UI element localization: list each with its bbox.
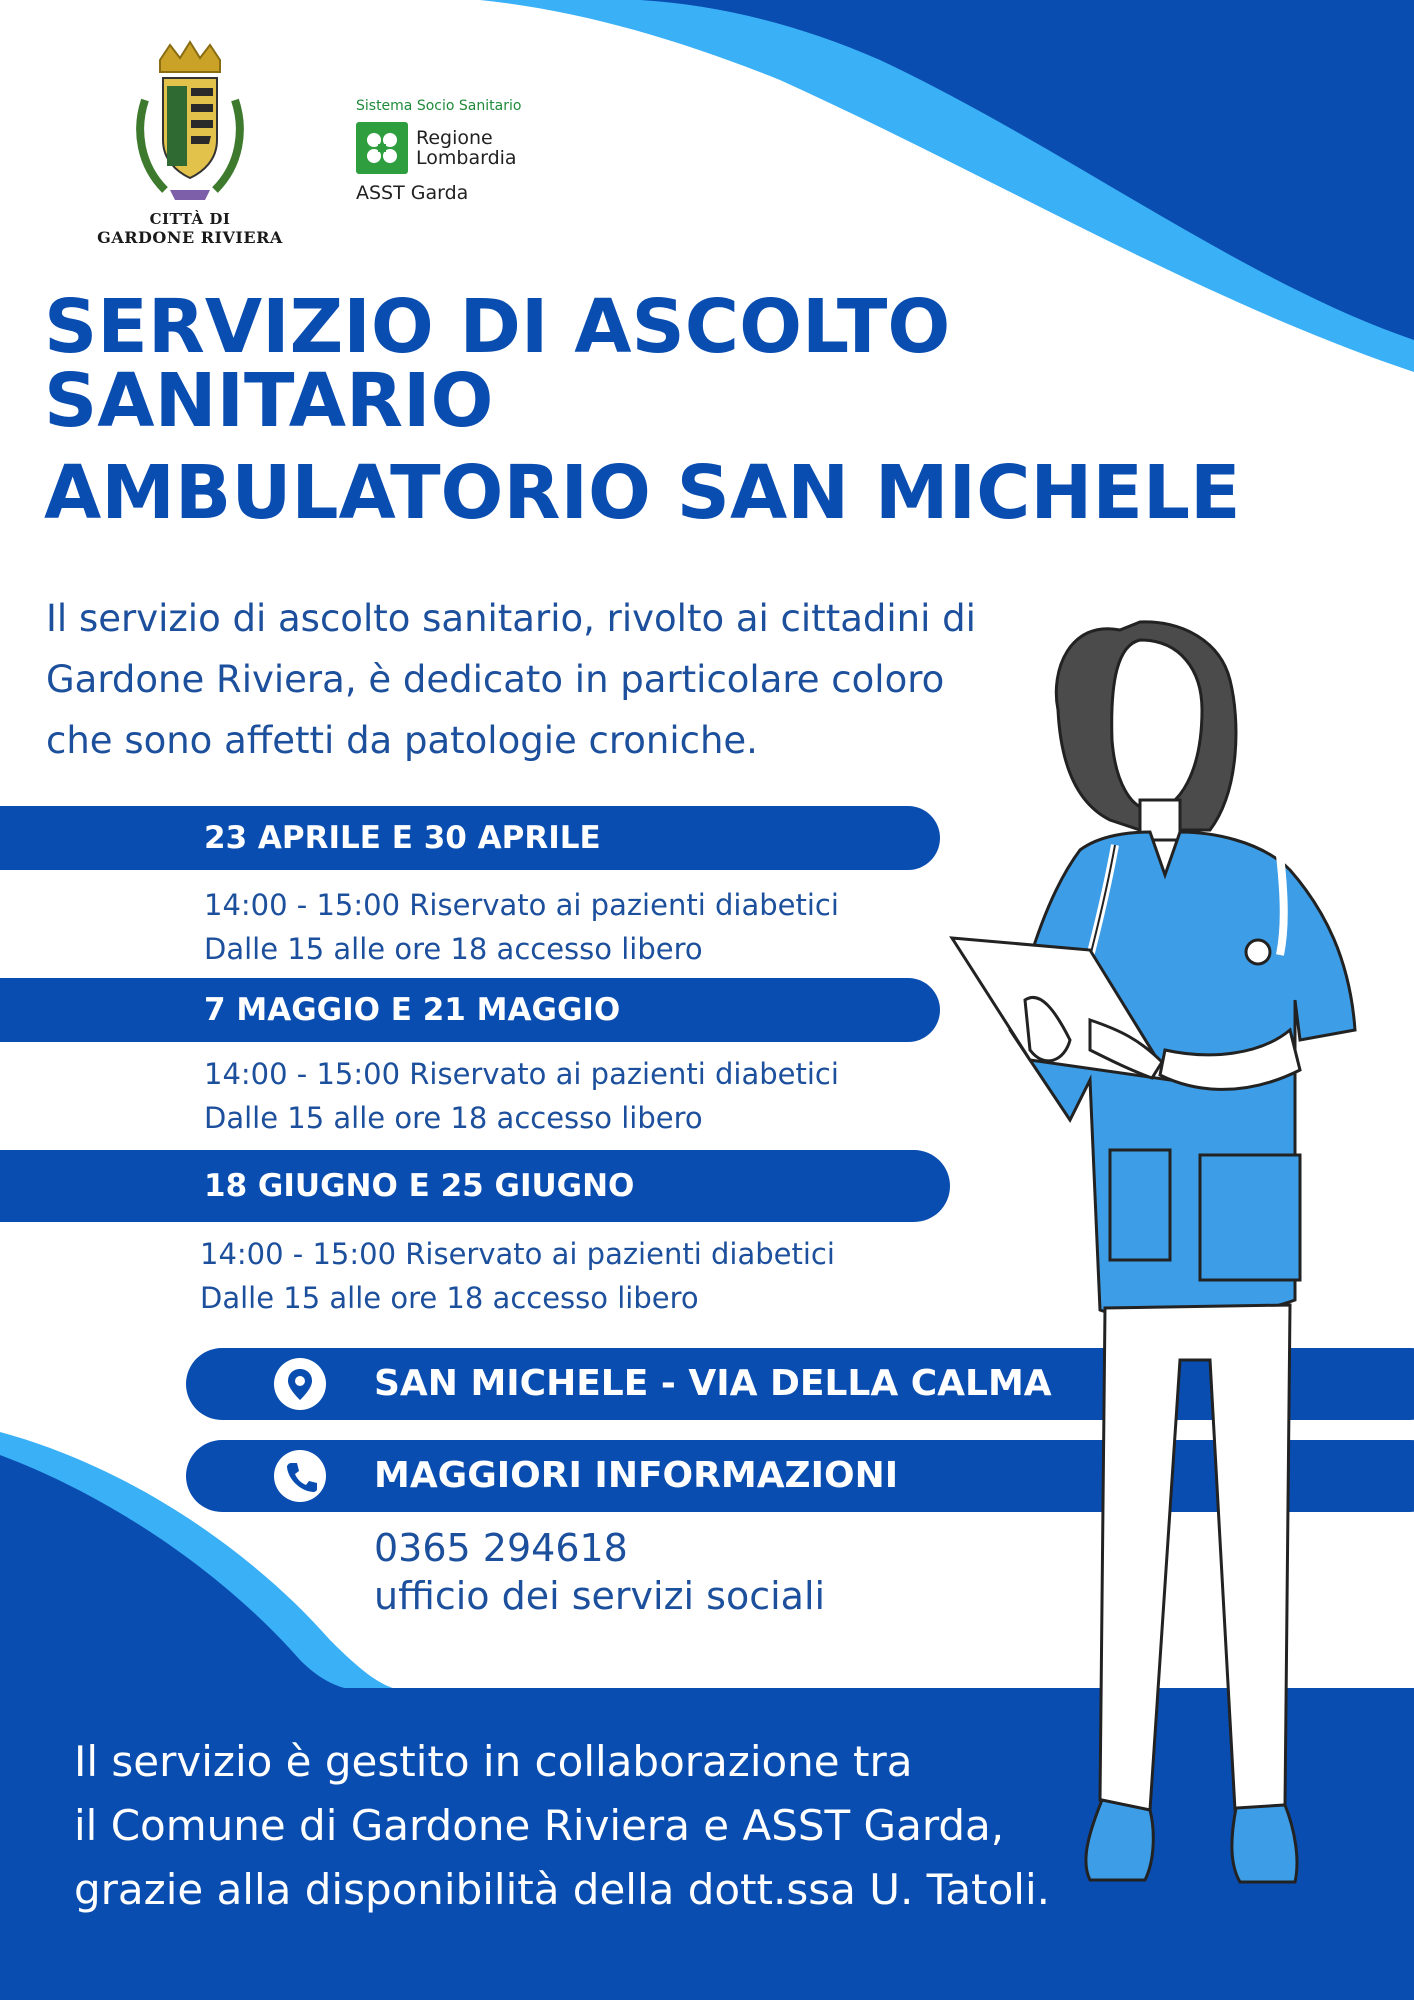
schedule-time-line: 14:00 - 15:00 Riservato ai pazienti diabetici xyxy=(204,888,839,922)
footer-line-2: il Comune di Gardone Riviera e ASST Garda, xyxy=(74,1801,1005,1850)
title-line-1: SERVIZIO DI ASCOLTO xyxy=(44,284,951,370)
info-label: MAGGIORI INFORMAZIONI xyxy=(374,1455,899,1496)
intro-line-1: Il servizio di ascolto sanitario, rivolto ai cittadini di xyxy=(46,597,976,640)
phone-number: 0365 294618 xyxy=(374,1526,628,1570)
intro-line-3: che sono affetti da patologie croniche. xyxy=(46,719,758,762)
schedule-time-line: 14:00 - 15:00 Riservato ai pazienti diabetici xyxy=(204,1057,839,1091)
schedule-dates-bar: 18 GIUGNO E 25 GIUGNO xyxy=(0,1150,950,1222)
asst-name: ASST Garda xyxy=(356,182,469,204)
office-name: ufficio dei servizi sociali xyxy=(374,1574,826,1618)
location-label: SAN MICHELE - VIA DELLA CALMA xyxy=(374,1363,1052,1404)
phone-icon xyxy=(274,1450,326,1502)
schedule-dates-bar: 23 APRILE E 30 APRILE xyxy=(0,806,940,870)
region-name-line2: Lombardia xyxy=(416,147,517,169)
regione-lombardia-icon xyxy=(356,122,408,174)
schedule-info xyxy=(200,1232,835,1320)
schedule-access-line: Dalle 15 alle ore 18 accesso libero xyxy=(200,1281,699,1315)
asst-garda-logo xyxy=(356,98,586,204)
schedule-access-line: Dalle 15 alle ore 18 accesso libero xyxy=(204,1101,703,1135)
title-line-2: SANITARIO xyxy=(44,358,494,444)
title-line-3: AMBULATORIO SAN MICHELE xyxy=(44,450,1241,536)
nurse-illustration xyxy=(940,600,1414,1900)
footer-line-1: Il servizio è gestito in collaborazione tra xyxy=(74,1737,913,1786)
schedule-time-line: 14:00 - 15:00 Riservato ai pazienti diabetici xyxy=(200,1237,835,1271)
schedule-dates-bar: 7 MAGGIO E 21 MAGGIO xyxy=(0,978,940,1042)
region-name-line1: Regione xyxy=(416,127,493,149)
city-crest-logo xyxy=(95,40,285,247)
system-label: Sistema Socio Sanitario xyxy=(356,98,522,114)
city-name: GARDONE RIVIERA xyxy=(97,228,283,247)
footer-line-3: grazie alla disponibilità della dott.ssa U. Tatoli. xyxy=(74,1865,1050,1914)
city-prefix: CITTÀ DI xyxy=(149,210,231,228)
city-crest-icon xyxy=(125,40,255,210)
schedule-info xyxy=(204,1052,839,1140)
location-pin-icon xyxy=(274,1358,326,1410)
page-title xyxy=(44,284,1344,536)
schedule-info xyxy=(204,883,839,971)
contact-details xyxy=(374,1524,825,1620)
schedule-access-line: Dalle 15 alle ore 18 accesso libero xyxy=(204,932,703,966)
intro-line-2: Gardone Riviera, è dedicato in particolare coloro xyxy=(46,658,945,701)
